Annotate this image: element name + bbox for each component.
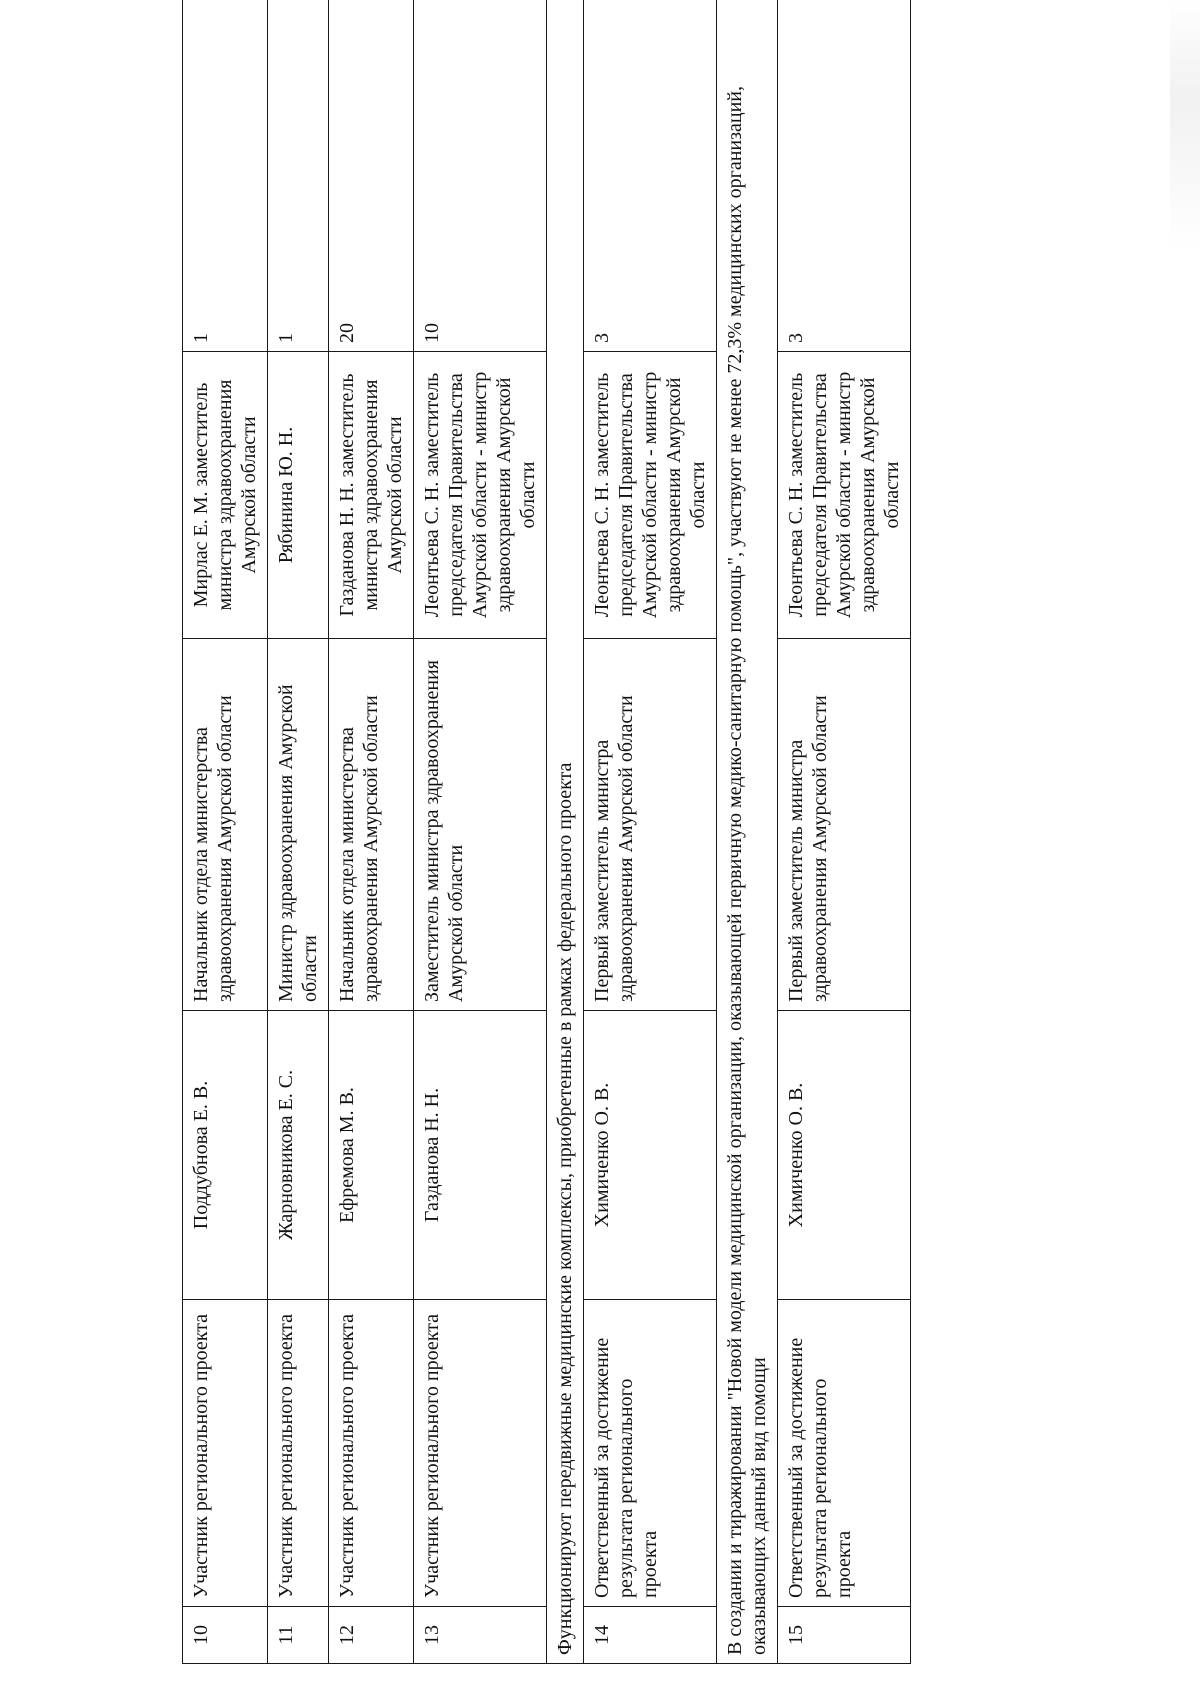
supervisor-cell: Газданова Н. Н. заместитель министра здравоохранения Амурской области: [329, 352, 414, 639]
row-number: 10: [183, 1607, 268, 1664]
supervisor-cell: Леонтьева С. Н. заместитель председателя Правительства Амурской области - министр здравоохранения Амурской области: [414, 352, 547, 639]
section-heading: В создании и тиражировании "Новой модели медицинской организации, оказывающей первичную медико-санитарную помощь", участвуют не менее 72,3% медицинских организаций, оказывающих данный вид помощи: [717, 0, 778, 1664]
position-cell: Начальник отдела министерства здравоохранения Амурской области: [183, 639, 268, 1011]
row-number: 11: [268, 1607, 329, 1664]
row-number: 15: [778, 1607, 911, 1664]
row-number: 14: [584, 1607, 717, 1664]
position-cell: Начальник отдела министерства здравоохранения Амурской области: [329, 639, 414, 1011]
role-cell: Участник регионального проекта: [183, 1300, 268, 1607]
role-cell: Участник регионального проекта: [329, 1300, 414, 1607]
percent-cell: 1: [183, 0, 268, 352]
section-heading: Функционируют передвижные медицинские комплексы, приобретенные в рамках федерального проекта: [547, 0, 584, 1664]
supervisor-cell: Леонтьева С. Н. заместитель председателя Правительства Амурской области - министр здравоохранения Амурской области: [778, 352, 911, 639]
table-row: [183, 0, 268, 1664]
name-cell: Газданова Н. Н.: [414, 1011, 547, 1300]
rotated-table-container: [182, 50, 1142, 1664]
table-row: [584, 0, 717, 1664]
percent-cell: 3: [778, 0, 911, 352]
supervisor-cell: Леонтьева С. Н. заместитель председателя Правительства Амурской области - министр здравоохранения Амурской области: [584, 352, 717, 639]
percent-cell: 10: [414, 0, 547, 352]
supervisor-cell: Мирлас Е. М. заместитель министра здравоохранения Амурской области: [183, 352, 268, 639]
percent-cell: 1: [268, 0, 329, 352]
table-row: [414, 0, 547, 1664]
table-row: [268, 0, 329, 1664]
percent-cell: 20: [329, 0, 414, 352]
position-cell: Министр здравоохранения Амурской области: [268, 639, 329, 1011]
position-cell: Первый заместитель министра здравоохранения Амурской области: [584, 639, 717, 1011]
role-cell: Ответственный за достижение результата регионального проекта: [778, 1300, 911, 1607]
supervisor-cell: Рябинина Ю. Н.: [268, 352, 329, 639]
role-cell: Ответственный за достижение результата регионального проекта: [584, 1300, 717, 1607]
role-cell: Участник регионального проекта: [414, 1300, 547, 1607]
name-cell: Химиченко О. В.: [778, 1011, 911, 1300]
name-cell: Химиченко О. В.: [584, 1011, 717, 1300]
section-row: [717, 0, 778, 1664]
row-number: 12: [329, 1607, 414, 1664]
table-row: [778, 0, 911, 1664]
name-cell: Ефремова М. В.: [329, 1011, 414, 1300]
scan-artifact: [1170, 0, 1200, 250]
role-cell: Участник регионального проекта: [268, 1300, 329, 1607]
percent-cell: 3: [584, 0, 717, 352]
table-row: [329, 0, 414, 1664]
position-cell: Заместитель министра здравоохранения Амурской области: [414, 639, 547, 1011]
name-cell: Поддубнова Е. В.: [183, 1011, 268, 1300]
position-cell: Первый заместитель министра здравоохранения Амурской области: [778, 639, 911, 1011]
row-number: 13: [414, 1607, 547, 1664]
participants-table: [182, 0, 911, 1664]
section-row: [547, 0, 584, 1664]
name-cell: Жарновникова Е. С.: [268, 1011, 329, 1300]
